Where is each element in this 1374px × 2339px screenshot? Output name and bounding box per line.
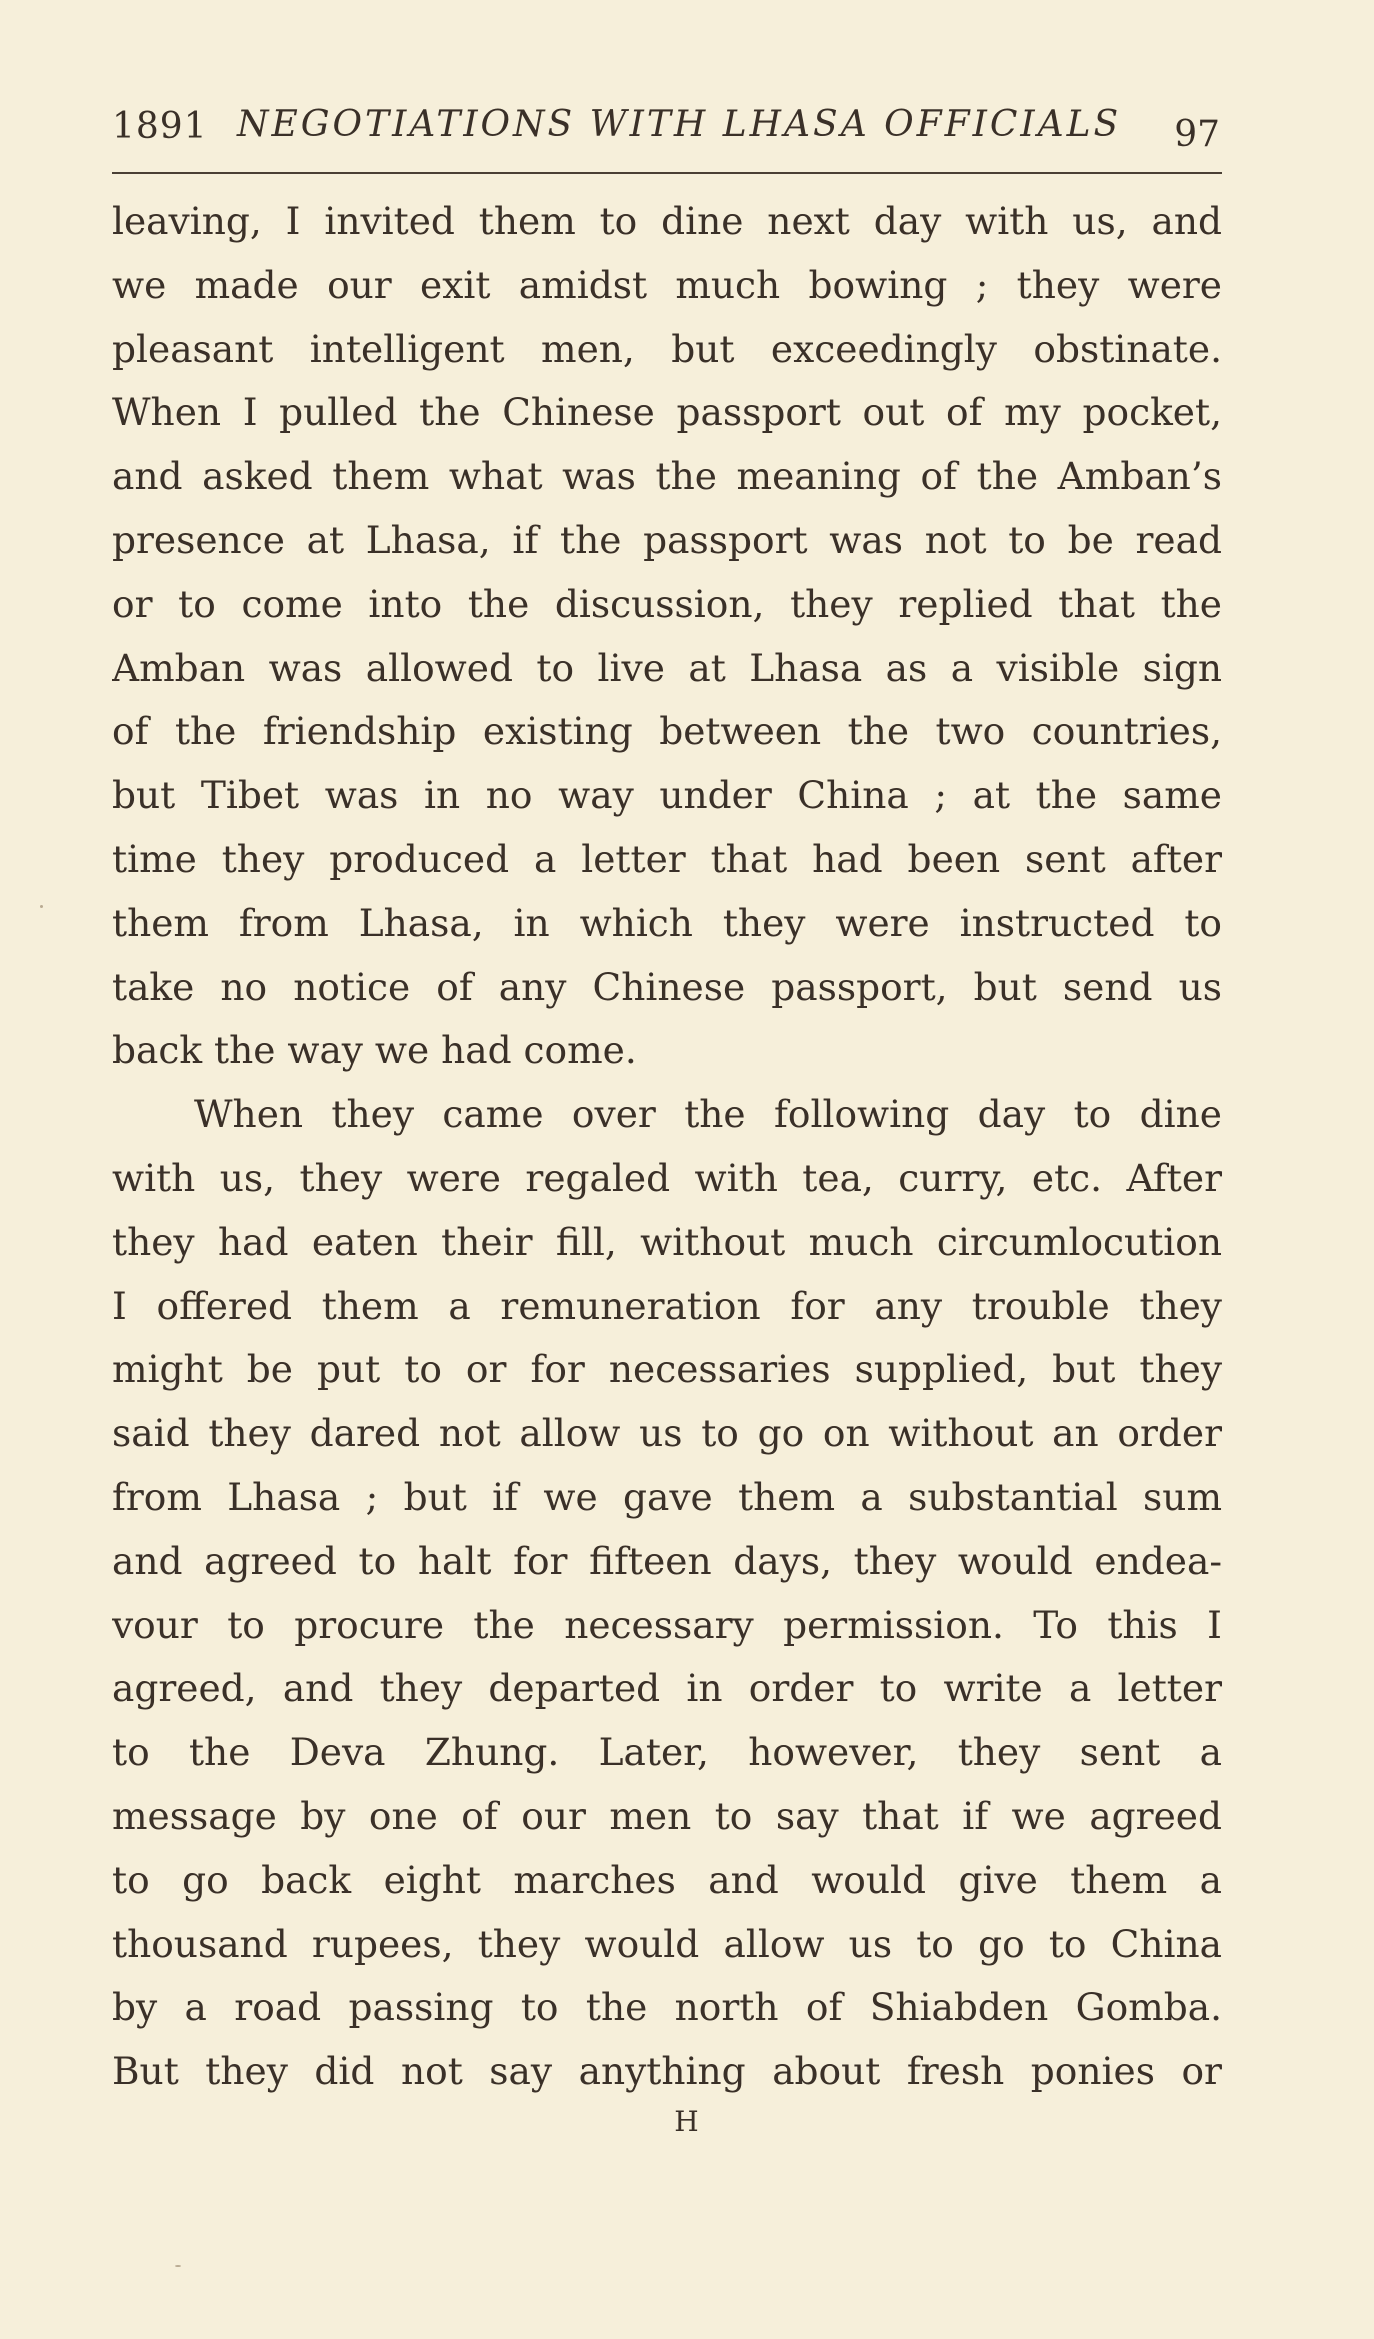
paper-speck bbox=[40, 905, 43, 908]
text-line: and agreed to halt for fifteen days, they would endea- bbox=[112, 1538, 1222, 1583]
text-line: we made our exit amidst much bowing ; they were bbox=[112, 262, 1222, 307]
header-year: 1891 bbox=[112, 106, 208, 147]
text-line: back the way we had come. bbox=[112, 1028, 637, 1073]
text-line: vour to procure the necessary permission. To this I bbox=[112, 1602, 1222, 1647]
text-line: take no notice of any Chinese passport, but send us bbox=[112, 964, 1222, 1009]
text-line: message by one of our men to say that if we agreed bbox=[112, 1793, 1222, 1838]
text-line: pleasant intelligent men, but exceedingly obstinate. bbox=[112, 326, 1222, 371]
text-line: time they produced a letter that had been sent after bbox=[112, 836, 1222, 881]
header-rule bbox=[112, 172, 1222, 174]
text-line: or to come into the discussion, they replied that the bbox=[112, 581, 1222, 626]
text-line: to go back eight marches and would give them a bbox=[112, 1857, 1222, 1902]
running-header bbox=[112, 98, 1222, 158]
text-line: might be put to or for necessaries supplied, but they bbox=[112, 1347, 1222, 1392]
text-line: by a road passing to the north of Shiabden Gomba. bbox=[112, 1985, 1222, 2030]
text-line: said they dared not allow us to go on without an order bbox=[112, 1411, 1222, 1456]
text-line: leaving, I invited them to dine next day with us, and bbox=[112, 199, 1222, 243]
signature-mark: H bbox=[674, 2105, 700, 2138]
text-line: with us, they were regaled with tea, curry, etc. After bbox=[112, 1155, 1222, 1200]
text-line: but Tibet was in no way under China ; at the same bbox=[112, 773, 1222, 818]
text-line: to the Deva Zhung. Later, however, they sent a bbox=[112, 1730, 1222, 1775]
text-line: When they came over the following day to dine bbox=[194, 1092, 1222, 1137]
text-line: I offered them a remuneration for any trouble they bbox=[112, 1283, 1222, 1328]
text-line: they had eaten their fill, without much circumlocution bbox=[112, 1219, 1222, 1264]
text-line: But they did not say anything about fresh ponies or bbox=[112, 2049, 1222, 2094]
body-text bbox=[112, 190, 1222, 2104]
paper-speck bbox=[175, 2265, 181, 2267]
text-line: Amban was allowed to live at Lhasa as a visible sign bbox=[112, 645, 1222, 690]
text-line: agreed, and they departed in order to write a letter bbox=[112, 1666, 1222, 1711]
text-line: and asked them what was the meaning of the Amban’s bbox=[112, 454, 1222, 499]
text-line: presence at Lhasa, if the passport was not to be read bbox=[112, 517, 1222, 562]
text-line: them from Lhasa, in which they were instructed to bbox=[112, 900, 1222, 945]
page-number: 97 bbox=[1174, 114, 1220, 155]
running-title: NEGOTIATIONS WITH LHASA OFFICIALS bbox=[237, 104, 1122, 145]
text-line: When I pulled the Chinese passport out of my pocket, bbox=[112, 390, 1222, 435]
text-line: thousand rupees, they would allow us to go to China bbox=[112, 1921, 1222, 1966]
text-line: from Lhasa ; but if we gave them a substantial sum bbox=[112, 1474, 1222, 1519]
text-line: of the friendship existing between the two countries, bbox=[112, 709, 1222, 754]
